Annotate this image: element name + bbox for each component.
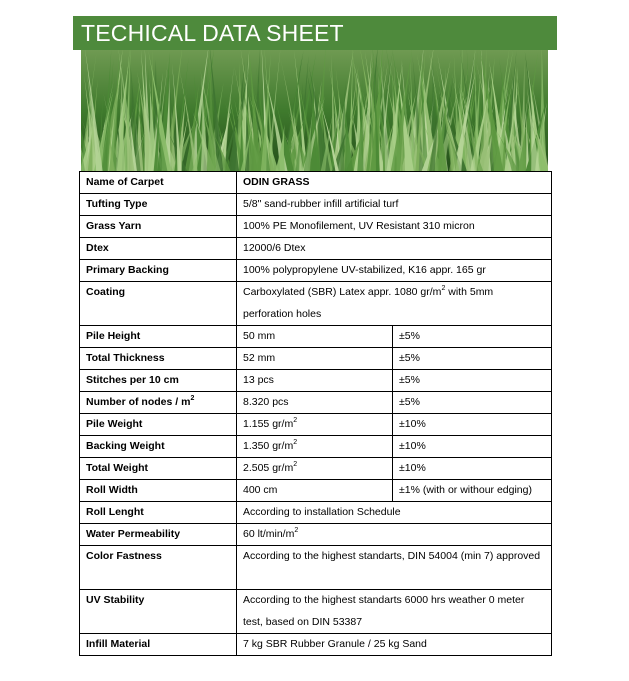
table-row bbox=[80, 480, 552, 502]
row-value: 2.505 $gr/m^2$ bbox=[237, 458, 393, 480]
row-label: Roll Width bbox=[80, 480, 237, 502]
table-row bbox=[80, 172, 552, 194]
row-tolerance: ±5% bbox=[393, 348, 552, 370]
row-label: Dtex bbox=[80, 238, 237, 260]
table-row bbox=[80, 546, 552, 590]
row-value: 12000/6 Dtex bbox=[237, 238, 552, 260]
row-tolerance: ±10% bbox=[393, 458, 552, 480]
row-label: Roll Lenght bbox=[80, 502, 237, 524]
row-label: Name of Carpet bbox=[80, 172, 237, 194]
row-value: 60 $lt/\min/m^2$ bbox=[237, 524, 552, 546]
row-tolerance: ±10% bbox=[393, 414, 552, 436]
table-row bbox=[80, 194, 552, 216]
row-label: Total Weight bbox=[80, 458, 237, 480]
table-row bbox=[80, 392, 552, 414]
table-row bbox=[80, 634, 552, 656]
row-label: UV Stability bbox=[80, 590, 237, 634]
table-row bbox=[80, 590, 552, 634]
row-label: Pile Height bbox=[80, 326, 237, 348]
row-value: 400 cm bbox=[237, 480, 393, 502]
table-row bbox=[80, 260, 552, 282]
row-value: 7 kg SBR Rubber Granule / 25 kg Sand bbox=[237, 634, 552, 656]
row-label: Number of nodes / $m^2$ bbox=[80, 392, 237, 414]
artificial-grass-photo bbox=[81, 50, 548, 172]
row-label: Tufting Type bbox=[80, 194, 237, 216]
row-value: 5/8" sand-rubber infill artificial turf bbox=[237, 194, 552, 216]
page-title: TECHICAL DATA SHEET bbox=[73, 16, 557, 50]
row-value: According to the highest standarts 6000 hrs weather 0 meter test, based on DIN 53387 bbox=[237, 590, 552, 634]
row-tolerance: ±10% bbox=[393, 436, 552, 458]
row-value: 52 mm bbox=[237, 348, 393, 370]
row-value: Carboxylated (SBR) Latex appr. 1080 $gr/m^2$ with 5mm perforation holes bbox=[237, 282, 552, 326]
row-value: 1.350 $gr/m^2$ bbox=[237, 436, 393, 458]
row-value: 13 pcs bbox=[237, 370, 393, 392]
table-row bbox=[80, 524, 552, 546]
table-row bbox=[80, 282, 552, 326]
row-tolerance: ±5% bbox=[393, 370, 552, 392]
row-value: 100% polypropylene UV-stabilized, K16 appr. 165 gr bbox=[237, 260, 552, 282]
row-value: ODIN GRASS bbox=[237, 172, 552, 194]
data-sheet-table bbox=[79, 171, 552, 656]
table-row bbox=[80, 436, 552, 458]
row-value: According to installation Schedule bbox=[237, 502, 552, 524]
row-tolerance: ±5% bbox=[393, 326, 552, 348]
row-label: Total Thickness bbox=[80, 348, 237, 370]
row-value: 1.155 $gr/m^2$ bbox=[237, 414, 393, 436]
table-row bbox=[80, 370, 552, 392]
table-row bbox=[80, 458, 552, 480]
row-value: 100% PE Monofilement, UV Resistant 310 micron bbox=[237, 216, 552, 238]
row-label: Stitches per 10 cm bbox=[80, 370, 237, 392]
table-row bbox=[80, 348, 552, 370]
row-tolerance: ±1% (with or withour edging) bbox=[393, 480, 552, 502]
row-label: Pile Weight bbox=[80, 414, 237, 436]
table-row bbox=[80, 216, 552, 238]
row-value: 8.320 pcs bbox=[237, 392, 393, 414]
row-label: Coating bbox=[80, 282, 237, 326]
row-label: Infill Material bbox=[80, 634, 237, 656]
row-label: Backing Weight bbox=[80, 436, 237, 458]
table-row bbox=[80, 326, 552, 348]
row-label: Primary Backing bbox=[80, 260, 237, 282]
row-label: Color Fastness bbox=[80, 546, 237, 590]
row-tolerance: ±5% bbox=[393, 392, 552, 414]
row-value: 50 mm bbox=[237, 326, 393, 348]
table-row bbox=[80, 502, 552, 524]
row-label: Grass Yarn bbox=[80, 216, 237, 238]
row-label: Water Permeability bbox=[80, 524, 237, 546]
table-row bbox=[80, 238, 552, 260]
table-row bbox=[80, 414, 552, 436]
row-value: According to the highest standarts, DIN 54004 (min 7) approved bbox=[237, 546, 552, 590]
